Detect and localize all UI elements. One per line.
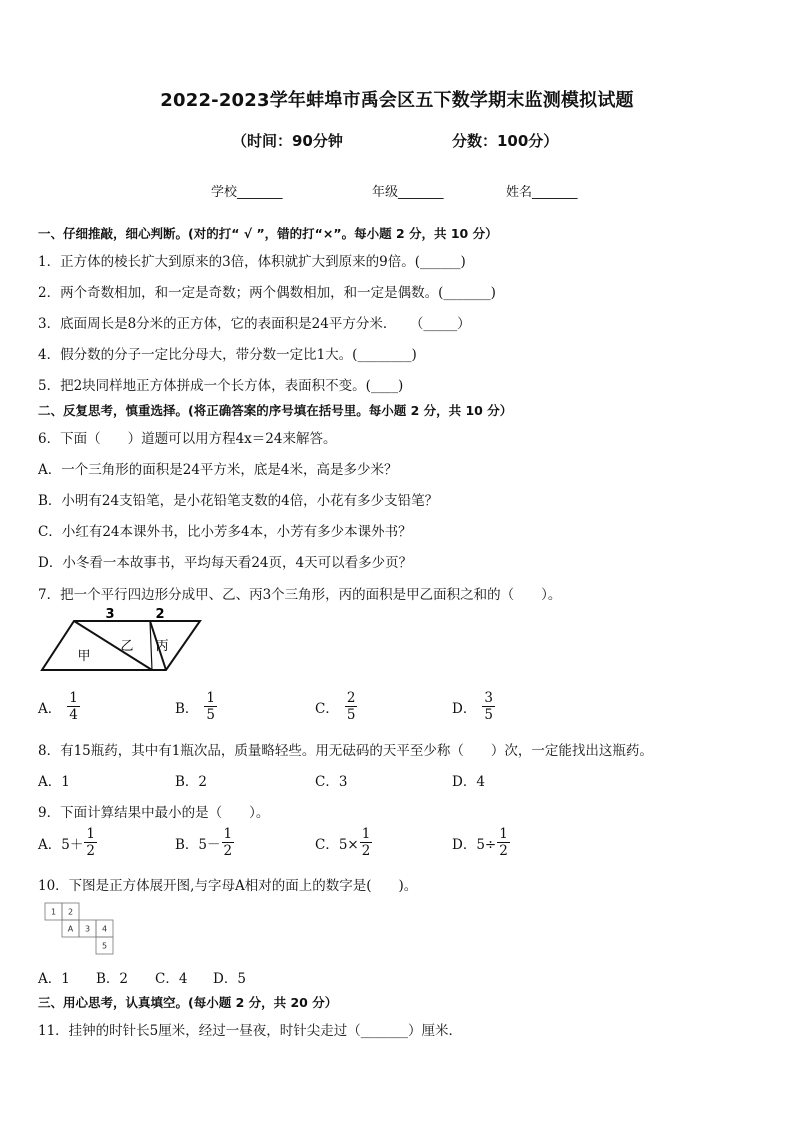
question-5: 5．把2块同样地正方体拼成一个长方体，表面积不变。(____) xyxy=(38,378,404,394)
exam-score: 分数：100分） xyxy=(452,132,559,150)
question-8-option-c: C．3 xyxy=(315,774,348,790)
svg-text:1: 1 xyxy=(50,907,57,917)
question-10: 10．下图是正方体展开图,与字母A相对的面上的数字是( )。 xyxy=(38,878,418,894)
section-3-heading: 三、用心思考，认真填空。(每小题 2 分，共 20 分） xyxy=(38,995,338,1010)
svg-text:A: A xyxy=(67,924,74,934)
question-6-option-a: A．一个三角形的面积是24平方米，底是4米，高是多少米？ xyxy=(38,462,398,478)
top-length-3: 3 xyxy=(105,608,115,622)
top-length-2: 2 xyxy=(155,608,165,622)
parallelogram-figure xyxy=(40,608,205,674)
question-7-option-b: B． $\frac{1}{5}$ xyxy=(175,690,216,723)
grade-field: 年级_______ xyxy=(372,185,444,200)
question-6-option-d: D．小冬看一本故事书，平均每天看24页，4天可以看多少页？ xyxy=(38,555,413,571)
school-field: 学校_______ xyxy=(211,185,283,200)
name-field: 姓名_______ xyxy=(506,185,578,200)
question-8-option-a: A．1 xyxy=(38,774,70,790)
section-2-heading: 二、反复思考，慎重选择。(将正确答案的序号填在括号里。每小题 2 分，共 10 分） xyxy=(38,403,513,418)
section-1-heading: 一、仔细推敲，细心判断。(对的打“ √ ”，错的打“×”。每小题 2 分，共 10 分） xyxy=(38,226,498,241)
question-10-option-b: B．2 xyxy=(96,971,129,987)
triangle-yi-label: 乙 xyxy=(120,639,134,654)
cube-net-figure xyxy=(44,902,116,956)
page-title: 2022-2023学年蚌埠市禹会区五下数学期末监测模拟试题 xyxy=(160,90,634,111)
question-10-option-d: D．5 xyxy=(213,971,246,987)
question-6-option-b: B．小明有24支铅笔，是小花铅笔支数的4倍，小花有多少支铅笔？ xyxy=(38,493,439,509)
exam-time: （时间：90分钟 xyxy=(232,132,343,150)
svg-text:2: 2 xyxy=(67,907,74,917)
triangle-bing-label: 丙 xyxy=(155,639,169,654)
question-3: 3．底面周长是8分米的正方体，它的表面积是24平方分米． （_____） xyxy=(38,316,471,332)
question-8-option-d: D．4 xyxy=(452,774,485,790)
question-10-option-a: A．1 xyxy=(38,971,70,987)
svg-text:5: 5 xyxy=(101,941,108,951)
question-6: 6．下面（ ）道题可以用方程4x＝24来解答。 xyxy=(38,431,337,447)
question-9-option-b: B．5－ $\frac{1}{2}$ xyxy=(175,826,233,859)
svg-text:3: 3 xyxy=(84,924,91,934)
question-7: 7．把一个平行四边形分成甲、乙、丙3个三角形，丙的面积是甲乙面积之和的（ ）。 xyxy=(38,587,562,603)
question-7-option-c: C． $\frac{2}{5}$ xyxy=(315,690,356,723)
question-9-option-a: A．5＋ $\frac{1}{2}$ xyxy=(38,826,95,859)
question-6-option-c: C．小红有24本课外书，比小芳多4本，小芳有多少本课外书？ xyxy=(38,524,412,540)
triangle-jia-label: 甲 xyxy=(77,649,91,664)
question-2: 2．两个奇数相加，和一定是奇数；两个偶数相加，和一定是偶数。(_______) xyxy=(38,285,496,301)
question-11: 11．挂钟的时针长5厘米，经过一昼夜，时针尖走过（_______）厘米． xyxy=(38,1023,463,1039)
question-1: 1．正方体的棱长扩大到原来的3倍，体积就扩大到原来的9倍。(______) xyxy=(38,254,466,270)
question-7-option-a: A． $\frac{1}{4}$ xyxy=(38,690,78,723)
question-9: 9．下面计算结果中最小的是（ ）。 xyxy=(38,805,270,821)
svg-text:4: 4 xyxy=(101,924,108,934)
question-9-option-d: D．5÷ $\frac{1}{2}$ xyxy=(452,826,508,859)
question-8-option-b: B．2 xyxy=(175,774,208,790)
question-9-option-c: C．5× $\frac{1}{2}$ xyxy=(315,826,371,859)
question-8: 8．有15瓶药，其中有1瓶次品，质量略轻些。用无砝码的天平至少称（ ）次，一定能找出这瓶药。 xyxy=(38,743,653,759)
question-7-option-d: D． $\frac{3}{5}$ xyxy=(452,690,493,723)
question-4: 4．假分数的分子一定比分母大，带分数一定比1大。(________) xyxy=(38,347,417,363)
question-10-option-c: C．4 xyxy=(155,971,188,987)
